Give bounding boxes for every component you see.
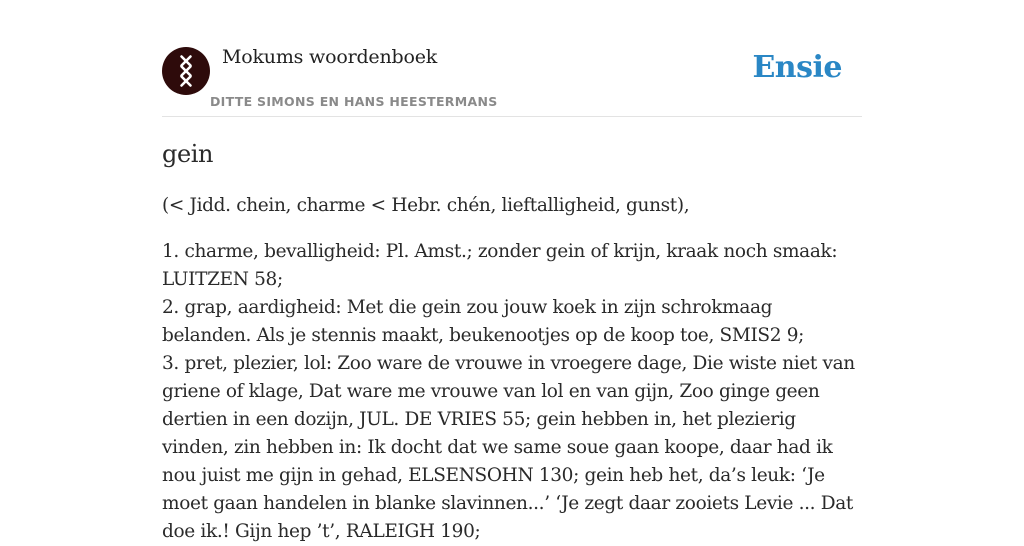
page-title: gein [162,140,214,168]
etymology: (< Jidd. chein, charme < Hebr. chén, lieftalligheid, gunst), [162,195,690,216]
sense-3: 3. pret, plezier, lol: Zoo ware de vrouwe in vroegere dage, Die wiste niet van griene of klage, Dat ware me vrouwe van lol en van gijn, Zoo ginge geen dertien in een dozijn, JUL. DE VRIES 55; gein hebben in, het plezierig vinden, zin hebben in: Ik docht dat we same soue gaan koope, daar had ik nou juist me gijn in gehad, ELSENSOHN 130; gein heb het, da’s leuk: ‘Je moet gaan handelen in blanke slavinnen...’ ‘Je zegt daar zooiets Levie ... Dat doe ik.! Gijn hep ’t’, RALEIGH 190; [162,353,855,542]
brand-logo[interactable]: Ensie [752,50,842,85]
dictionary-title[interactable]: Mokums woordenboek [222,46,438,68]
amsterdam-crosses-icon[interactable] [162,47,210,95]
entry-content [162,138,862,546]
sense-2: 2. grap, aardigheid: Met die gein zou jouw koek in zijn schrokmaag belanden. Als je stennis maakt, beukenootjes op de koop toe, SMIS2 9; [162,297,805,346]
sense-1: 1. charme, bevalligheid: Pl. Amst.; zonder gein of krijn, kraak noch smaak: LUITZEN 58; [162,241,838,290]
definition-text [162,238,862,546]
header [162,0,862,117]
authors-label: DITTE SIMONS EN HANS HEESTERMANS [210,94,498,109]
